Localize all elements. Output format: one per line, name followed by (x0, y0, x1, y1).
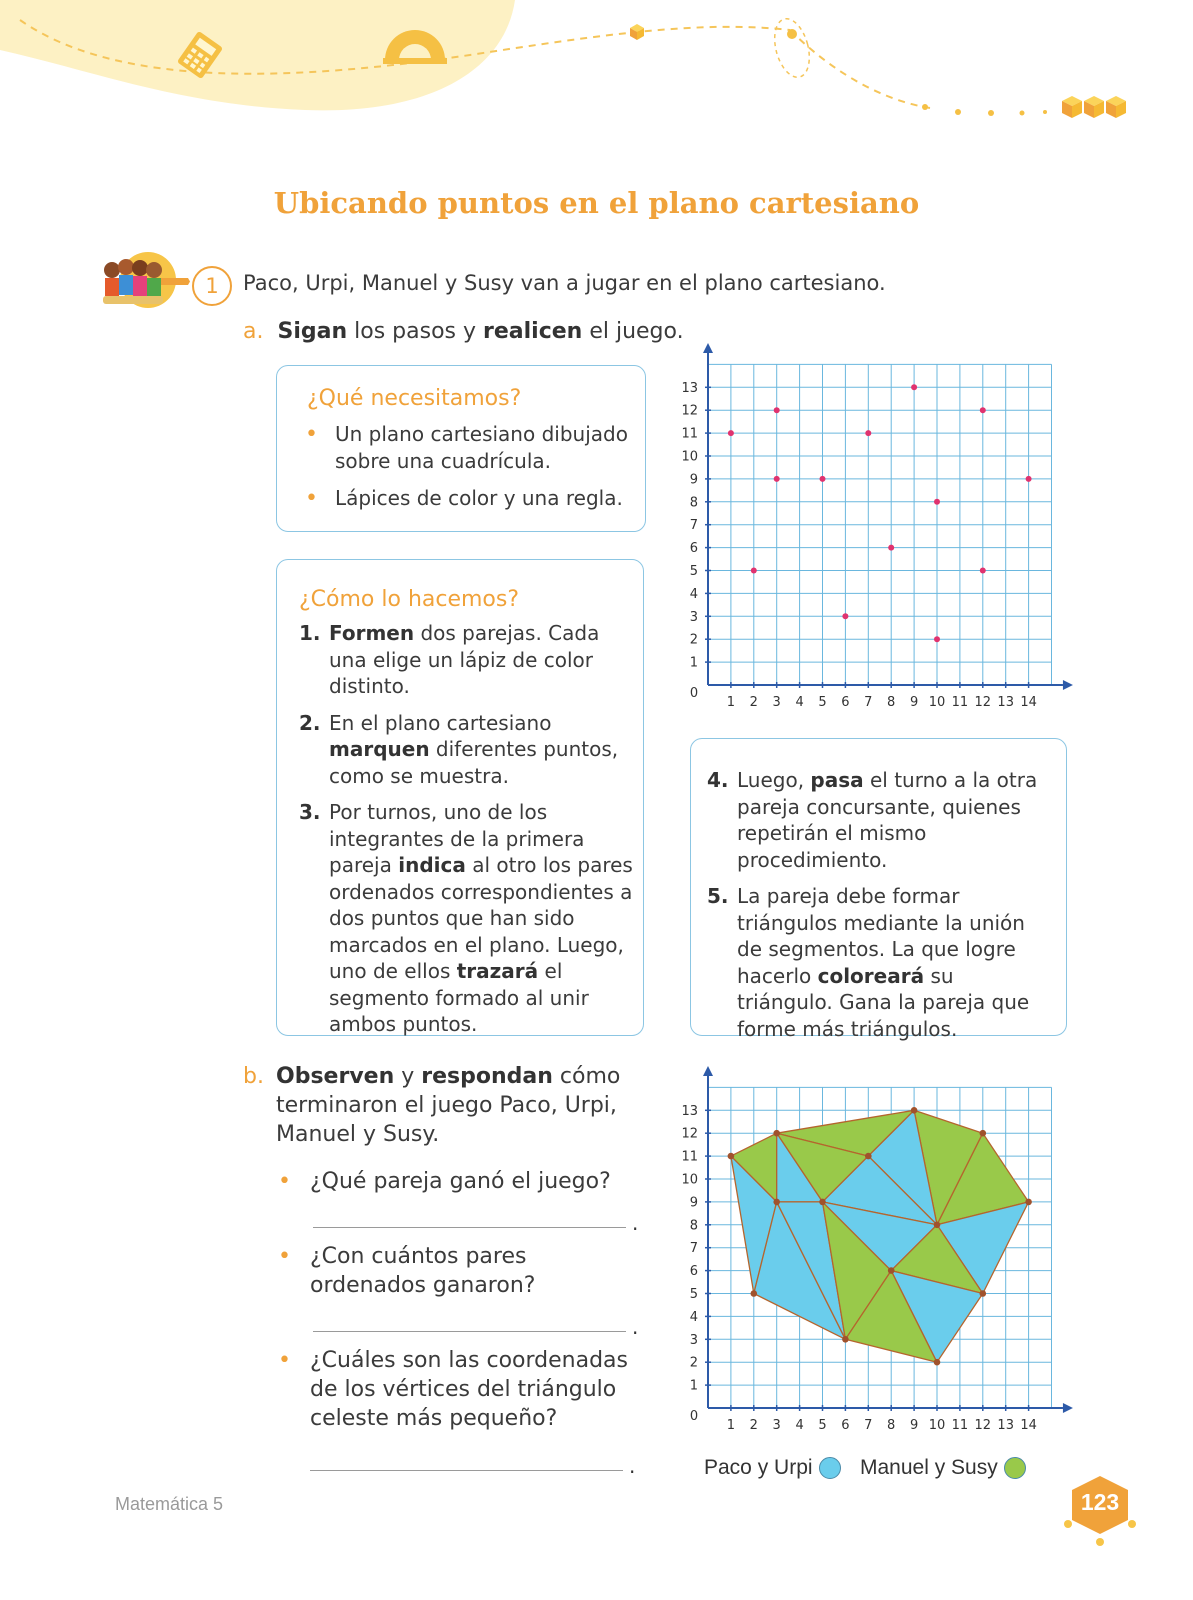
legend-swatch-green (1004, 1457, 1026, 1479)
bullet-icon: • (278, 1348, 291, 1373)
x-tick-label: 14 (1020, 695, 1037, 710)
data-point (865, 1153, 872, 1160)
step-text: su triángulo. Gana la pareja que forme más triángulos. (737, 963, 1030, 1041)
y-tick-label: 1 (689, 655, 698, 671)
x-tick-label: 8 (887, 695, 896, 710)
y-tick-label: 6 (689, 1264, 698, 1280)
x-axis-arrow (1063, 1403, 1073, 1413)
y-tick-label: 5 (689, 564, 698, 579)
data-point (934, 499, 940, 505)
data-point (980, 407, 986, 413)
y-tick-label: 10 (681, 1172, 698, 1188)
x-tick-label: 2 (749, 1418, 758, 1433)
y-tick-label: 10 (681, 449, 698, 465)
step-verb: Formen (329, 621, 415, 645)
answer-line-2[interactable] (313, 1331, 626, 1332)
data-point (774, 476, 780, 482)
part-b-letter: b. (243, 1064, 264, 1089)
step-number: 4. (707, 768, 729, 792)
period: . (629, 1454, 636, 1478)
step-text: el turno a la otra pareja concursante, quienes repetirán el mismo procedimiento. (737, 768, 1038, 872)
data-point (934, 1359, 941, 1366)
needs-item-1: Un plano cartesiano dibujado sobre una cuadrícula. (335, 422, 628, 473)
data-point (820, 476, 826, 482)
data-point (911, 384, 917, 390)
x-tick-label: 4 (795, 1418, 804, 1433)
step-number: 2. (299, 710, 321, 735)
bullet-icon: • (278, 1169, 291, 1194)
data-point (728, 1153, 735, 1160)
header-decoration (0, 0, 1193, 140)
y-tick-label: 7 (689, 518, 698, 534)
grid (708, 364, 1052, 685)
data-point (888, 545, 894, 551)
how-box-continued (690, 738, 1067, 1041)
verb-sigan: Sigan (277, 319, 348, 344)
team-work-icon (98, 250, 190, 310)
step-number: 1. (299, 621, 321, 645)
step-text: En el plano cartesiano (329, 710, 552, 735)
step-text: dos parejas. Cada una elige un lápiz de color distinto. (329, 621, 600, 698)
step-text: Luego, (737, 768, 811, 792)
verb-observen: Observen (276, 1064, 395, 1089)
verb-realicen: realicen (483, 319, 583, 344)
data-point (774, 407, 780, 413)
y-tick-label: 11 (681, 426, 698, 442)
bullet-icon: • (305, 486, 318, 511)
step-text: La pareja debe formar triángulos mediante la unión de segmentos. La que logre hacerlo (737, 884, 1025, 988)
x-tick-label: 11 (951, 695, 969, 710)
data-point (773, 1130, 780, 1137)
part-a-text-end: el juego. (582, 319, 684, 344)
step-5 (707, 883, 1052, 1042)
step-2 (299, 710, 633, 790)
data-point (980, 568, 986, 574)
x-tick-label: 7 (864, 695, 873, 710)
step-verb: pasa (810, 768, 864, 792)
y-tick-label: 5 (689, 1287, 698, 1302)
data-point (1026, 476, 1032, 482)
legend-swatch-blue (819, 1457, 841, 1479)
answer-line-1[interactable] (313, 1227, 626, 1228)
x-tick-label: 13 (997, 1418, 1014, 1433)
part-b-text (243, 1062, 623, 1149)
data-point (728, 430, 734, 436)
needs-item-2: Lápices de color y una regla. (335, 486, 623, 510)
part-a-instruction (243, 318, 684, 345)
x-tick-label: 14 (1020, 1418, 1037, 1433)
data-point (980, 1290, 987, 1297)
origin-label: 0 (689, 1409, 699, 1424)
x-tick-label: 12 (974, 1418, 992, 1433)
data-point (934, 636, 940, 642)
how-box (276, 559, 644, 1036)
page-number: 123 (1080, 1489, 1120, 1515)
y-tick-label: 11 (681, 1149, 698, 1165)
y-tick-label: 1 (689, 1378, 698, 1394)
data-point (751, 1290, 758, 1297)
y-tick-label: 7 (689, 1241, 698, 1257)
y-tick-label: 2 (689, 632, 698, 648)
how-steps (299, 620, 633, 1048)
part-b-instruction (243, 1062, 623, 1149)
x-tick-label: 6 (841, 695, 850, 710)
data-point (980, 1130, 987, 1137)
data-point (751, 568, 757, 574)
exercise-number: 1 (192, 266, 232, 306)
question-3: ¿Cuáles son las coordenadas de los vértices del triángulo celeste más pequeño? (310, 1348, 628, 1431)
needs-title: ¿Qué necesitamos? (307, 386, 522, 411)
step-number: 5. (707, 884, 729, 908)
step-3 (299, 799, 633, 1038)
x-tick-label: 2 (749, 695, 758, 710)
x-tick-label: 3 (772, 1418, 781, 1433)
y-tick-label: 12 (681, 1126, 698, 1142)
data-point (888, 1267, 895, 1274)
legend-item-manuel-susy (860, 1456, 1026, 1480)
cartesian-plane-points (681, 348, 1070, 718)
x-tick-label: 3 (772, 695, 781, 710)
y-tick-label: 9 (689, 472, 698, 488)
x-tick-label: 12 (974, 695, 992, 710)
answer-line-3[interactable] (310, 1470, 623, 1471)
y-tick-label: 6 (689, 541, 698, 557)
step-text: al otro los pares ordenados correspondientes a dos puntos que han sido marcados en el plano. Luego, uno de ellos (329, 853, 633, 983)
page-title: Ubicando puntos en el plano cartesiano (273, 186, 920, 220)
verb-respondan: respondan (421, 1064, 553, 1089)
x-tick-label: 5 (818, 1418, 827, 1433)
x-tick-label: 1 (726, 695, 736, 710)
data-point (911, 1107, 918, 1114)
data-point (1025, 1199, 1032, 1206)
how-title: ¿Cómo lo hacemos? (299, 587, 520, 612)
x-tick-label: 8 (887, 1418, 896, 1433)
legend-label: Manuel y Susy (860, 1456, 998, 1479)
data-point (934, 1222, 941, 1229)
y-tick-label: 2 (689, 1355, 698, 1371)
legend-label: Paco y Urpi (704, 1456, 813, 1479)
how-steps-continued (707, 767, 1052, 1052)
x-tick-label: 9 (909, 695, 919, 710)
x-tick-label: 1 (726, 1418, 736, 1433)
y-tick-label: 3 (689, 1332, 698, 1348)
origin-label: 0 (689, 686, 699, 701)
x-tick-label: 11 (951, 1418, 969, 1433)
x-tick-label: 7 (864, 1418, 873, 1433)
data-point (819, 1199, 826, 1206)
y-tick-label: 13 (681, 1103, 698, 1119)
question-2: ¿Con cuántos pares ordenados ganaron? (310, 1244, 536, 1298)
x-tick-label: 13 (997, 695, 1014, 710)
step-verb: trazará (456, 959, 539, 983)
part-a-letter: a. (243, 319, 264, 344)
data-point (865, 430, 871, 436)
step-text: Por turnos, uno de los integrantes de la primera pareja (329, 800, 585, 877)
y-tick-label: 4 (689, 1309, 698, 1325)
data-point (842, 1336, 849, 1343)
step-verb: marquen (329, 737, 430, 761)
y-tick-label: 8 (689, 1218, 698, 1234)
step-text: el segmento formado al unir ambos puntos. (329, 959, 589, 1036)
bullet-icon: • (278, 1244, 291, 1269)
part-a-text: los pasos y (347, 319, 483, 344)
question-1: ¿Qué pareja ganó el juego? (310, 1169, 611, 1194)
y-tick-label: 13 (681, 380, 698, 396)
period: . (632, 1315, 639, 1339)
step-1 (299, 620, 633, 700)
x-tick-label: 10 (928, 695, 946, 710)
bullet-icon: • (305, 422, 318, 447)
legend-item-paco-urpi (704, 1456, 841, 1480)
x-tick-label: 9 (909, 1418, 919, 1433)
y-tick-label: 12 (681, 403, 698, 419)
x-axis-arrow (1063, 680, 1073, 690)
period: . (632, 1211, 639, 1235)
step-number: 3. (299, 800, 321, 824)
part-b-rest: cómo terminaron el juego Paco, Urpi, Manuel y Susy. (276, 1064, 621, 1147)
step-text: diferentes puntos, como se muestra. (329, 737, 619, 788)
needs-box (276, 365, 646, 532)
y-axis-arrow (703, 1066, 713, 1076)
y-tick-label: 3 (689, 609, 698, 625)
part-b-connector: y (394, 1064, 422, 1089)
cubes-icon (1062, 96, 1126, 118)
x-tick-label: 6 (841, 1418, 850, 1433)
cartesian-plane-triangles (681, 1071, 1070, 1441)
x-tick-label: 10 (928, 1418, 946, 1433)
x-tick-label: 5 (818, 695, 827, 710)
data-point (773, 1199, 780, 1206)
y-tick-label: 8 (689, 495, 698, 511)
exercise-intro: Paco, Urpi, Manuel y Susy van a jugar en el plano cartesiano. (243, 271, 886, 295)
book-name: Matemática 5 (115, 1494, 224, 1514)
step-4 (707, 767, 1052, 873)
data-point (842, 613, 848, 619)
step-verb: indica (398, 853, 466, 877)
step-verb: coloreará (817, 963, 925, 988)
x-tick-label: 4 (795, 695, 804, 710)
y-tick-label: 4 (689, 586, 698, 602)
cube-icon (630, 24, 644, 40)
y-axis-arrow (703, 343, 713, 353)
y-tick-label: 9 (689, 1195, 698, 1211)
